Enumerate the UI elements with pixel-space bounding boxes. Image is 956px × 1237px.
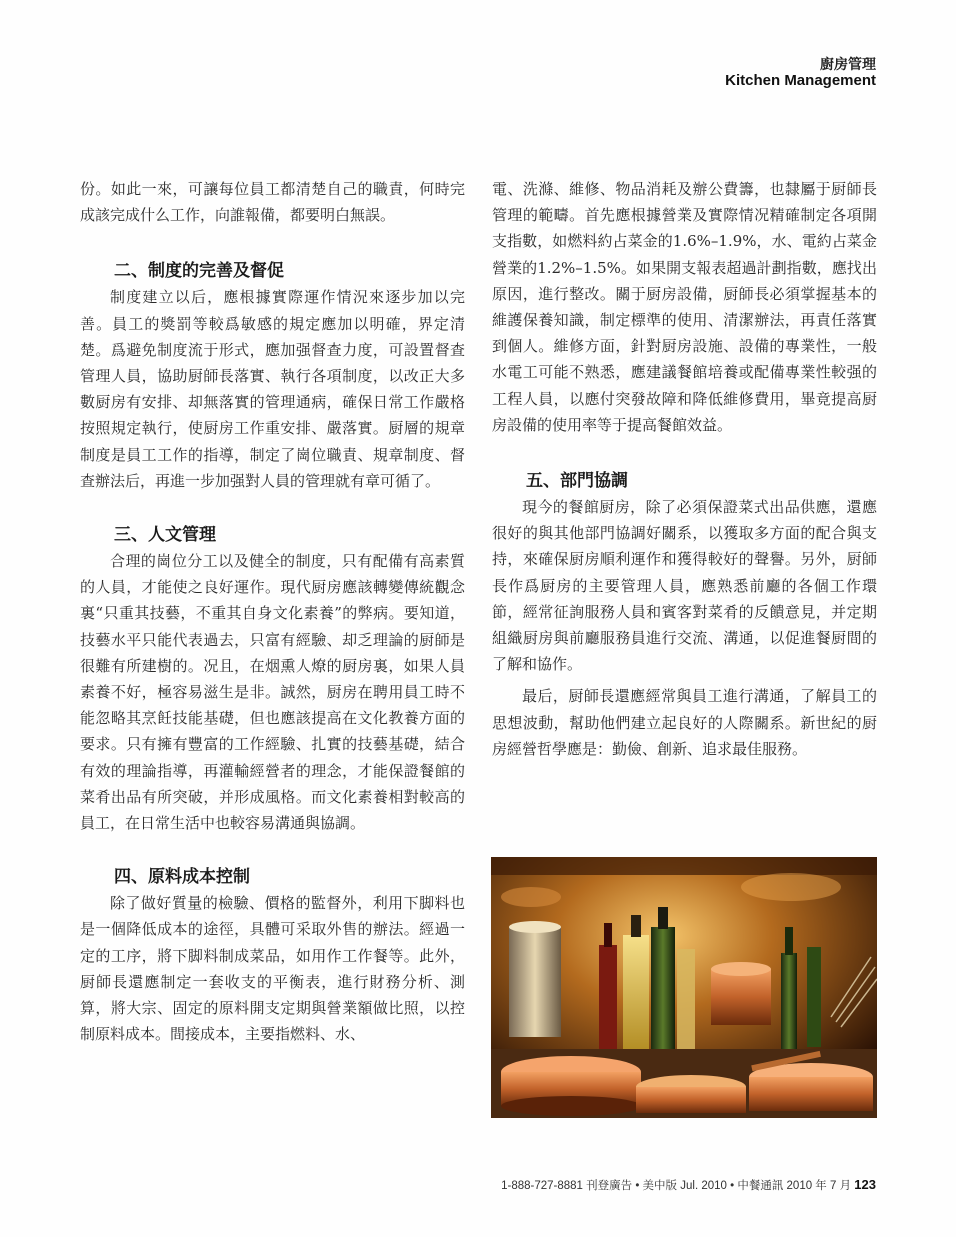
paragraph-cost-continued: 電、洗滌、維修、物品消耗及辦公費籌，也隸屬于厨師長管理的範疇。首先應根據營業及實際情况精確制定各項開支指數，如燃料約占菜金的1.6%–1.9%，水、電約占菜金營業的1.2%–1.5%。如果開支報表超過計劃指數，應找出原因，進行整改。關于厨房設備，厨師長必須掌握基本的維護保養知識，制定標準的使用、清潔辦法，再責任落實到個人。維修方面，針對厨房設施、設備的專業性，一般水電工可能不熟悉，應建議餐館培養或配備專業性較强的工程人員，以應付突發故障和降低維修費用，畢竟提高厨房設備的使用率等于提高餐館效益。: [492, 180, 877, 434]
kitchen-photo: [491, 857, 877, 1118]
paragraph-cost-control: 除了做好質量的檢驗、價格的監督外，利用下脚料也是一個降低成本的途徑，具體可采取外售的辦法。經過一定的工序，將下脚料制成菜品，如用作工作餐等。此外，厨師長還應制定一套收支的平衡表，進行財務分析、測算，將大宗、固定的原料開支定期與營業額做比照，以控制原料成本。間接成本，主要指燃料、水、: [80, 894, 465, 1044]
heading-cost-control: 四、原料成本控制: [114, 867, 250, 888]
footer-text: 1-888-727-8881 刊登廣告 • 美中版 Jul. 2010 • 中餐通訊 2010 年 7 月: [501, 1180, 855, 1192]
paragraph-system: 制度建立以后，應根據實際運作情況來逐步加以完善。員工的獎罰等較爲敏感的規定應加以明確，界定清楚。爲避免制度流于形式，應加强督查力度，可設置督查管理人員，協助厨師長落實、執行各項制度，以改正大多數厨房有安排、却無落實的管理通病，確保日常工作嚴格按照規定執行，使厨房工作重安排、嚴落實。厨層的規章制度是員工工作的指導，制定了崗位職責、規章制度、督查辦法后，再進一步加强對人員的管理就有章可循了。: [80, 288, 465, 490]
paragraph-humanistic: 合理的崗位分工以及健全的制度，只有配備有高素質的人員，才能使之良好運作。現代厨房應該轉變傳統觀念裏“只重其技藝，不重其自身文化素養”的弊病。要知道，技藝水平只能代表過去，只富有經驗、却乏理論的厨師是很難有所建樹的。况且，在烟熏人燎的厨房裏，如果人員素養不好，極容易滋生是非。誠然，厨房在聘用員工時不能忽略其烹飪技能基礎，但也應該提高在文化教養方面的要求。只有擁有豐富的工作經驗、扎實的技藝基礎，結合有效的理論指導，再灌輸經營者的理念，才能保證餐館的菜肴出品有所突破，并形成風格。而文化素養相對較高的員工，在日常生活中也較容易溝通與協調。: [80, 552, 465, 833]
page-number: 123: [854, 1177, 876, 1192]
left-column: [80, 176, 465, 1047]
heading-system: 二、制度的完善及督促: [114, 261, 284, 282]
section-title-zh: 廚房管理: [820, 57, 876, 73]
intro-paragraph: 份。如此一來，可讓每位員工都清楚自己的職責，何時完成該完成什么工作，向誰報備，都要明白無誤。: [80, 180, 465, 225]
section-title-en: Kitchen Management: [725, 72, 876, 89]
paragraph-conclusion: 最后，厨師長還應經常與員工進行溝通，了解員工的思想波動，幫助他們建立起良好的人際關系。新世紀的厨房經營哲學應是：勤儉、創新、追求最佳服務。: [492, 687, 877, 758]
paragraph-coordination: 現今的餐館厨房，除了必須保證菜式出品供應，還應很好的與其他部門協調好關系，以獲取多方面的配合與支持，來確保厨房順利運作和獲得較好的聲譽。另外，厨師長作爲厨房的主要管理人員，應熟悉前廳的各個工作環節，經常征詢服務人員和賓客對菜肴的反饋意見，并定期組織厨房與前廳服務員進行交流、溝通，以促進餐厨間的了解和協作。: [492, 498, 877, 674]
right-column: [492, 176, 877, 762]
page-footer: [501, 1177, 876, 1193]
heading-humanistic: 三、人文管理: [114, 525, 216, 546]
heading-coordination: 五、部門協調: [526, 471, 628, 492]
